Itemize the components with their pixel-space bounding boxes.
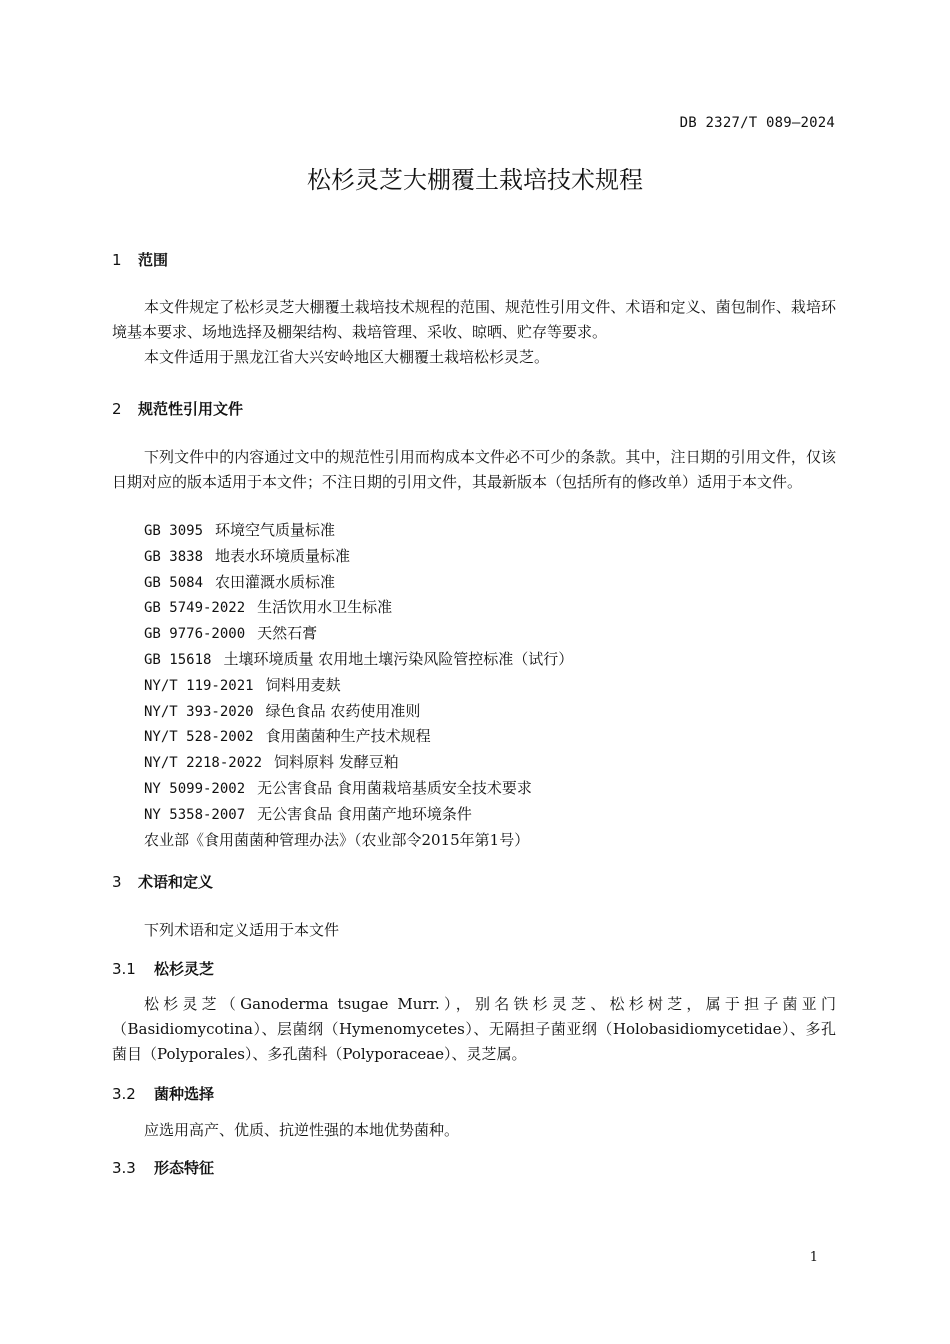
section-title: 规范性引用文件 [138, 400, 244, 418]
reference-item [144, 750, 573, 776]
section-number: 3 [112, 873, 122, 891]
standard-code: DB 2327/T 089—2024 [679, 115, 835, 131]
reference-item [144, 802, 573, 828]
reference-item [144, 647, 573, 673]
reference-item [144, 828, 573, 853]
subsection-3-1-heading [112, 958, 214, 979]
section-2-heading [112, 398, 243, 419]
section-number: 1 [112, 251, 122, 269]
reference-code: GB 3838 [144, 548, 204, 565]
reference-name: 无公害食品 食用菌栽培基质安全技术要求 [257, 778, 532, 797]
reference-name: 无公害食品 食用菌产地环境条件 [257, 804, 472, 823]
subsection-number: 3.3 [112, 1159, 136, 1177]
reference-item [144, 544, 573, 570]
section-title: 范围 [138, 251, 169, 269]
reference-item [144, 518, 573, 544]
reference-item [144, 776, 573, 802]
reference-code: GB 5749-2022 [144, 600, 246, 617]
reference-name: 农田灌溉水质标准 [215, 572, 336, 591]
reference-item [144, 570, 573, 596]
reference-code: GB 15618 [144, 651, 212, 668]
reference-name: 生活饮用水卫生标准 [257, 598, 393, 617]
subsection-3-3-heading [112, 1157, 214, 1178]
section-1-paragraph-1: 本文件规定了松杉灵芝大棚覆土栽培技术规程的范围、规范性引用文件、术语和定义、菌包制作、栽培环境基本要求、场地选择及棚架结构、栽培管理、采收、晾晒、贮存等要求。 [112, 298, 836, 341]
reference-name: 天然石膏 [257, 624, 318, 643]
subsection-number: 3.1 [112, 960, 136, 978]
subsection-3-2-text: 应选用高产、优质、抗逆性强的本地优势菌种。 [144, 1121, 460, 1139]
reference-name: 饲料原料 发酵豆粕 [274, 753, 399, 772]
reference-code: GB 9776-2000 [144, 626, 246, 643]
reference-code: NY/T 2218-2022 [144, 755, 263, 772]
reference-item [144, 724, 573, 750]
reference-item [144, 595, 573, 621]
reference-code: NY 5099-2002 [144, 780, 246, 797]
section-3-intro: 下列术语和定义适用于本文件 [144, 921, 340, 939]
subsection-title: 形态特征 [154, 1159, 215, 1177]
reference-name: 土壤环境质量 农用地土壤污染风险管控标准（试行） [223, 649, 574, 668]
section-2-intro: 下列文件中的内容通过文中的规范性引用而构成本文件必不可少的条款。其中，注日期的引用文件，仅该日期对应的版本适用于本文件；不注日期的引用文件，其最新版本（包括所有的修改单）适用于本文件。 [112, 448, 836, 491]
reference-code: NY/T 119-2021 [144, 677, 254, 694]
section-title: 术语和定义 [138, 873, 214, 891]
section-number: 2 [112, 400, 122, 418]
reference-name: 食用菌菌种生产技术规程 [265, 727, 431, 746]
subsection-3-1-text: 松杉灵芝（Ganoderma tsugae Murr.），别名铁杉灵芝、松杉树芝，属于担子菌亚门（Basidiomycotina）、层菌纲（Hymenomycetes）、无隔担子菌亚纲（Holobasidiomycetidae）、多孔菌目（Polyporales）、多孔菌科（Polyporaceae）、灵芝属。 [112, 995, 836, 1063]
reference-name: 地表水环境质量标准 [215, 546, 351, 565]
subsection-3-2-heading [112, 1083, 214, 1104]
reference-code: NY 5358-2007 [144, 806, 246, 823]
document-title: 松杉灵芝大棚覆土栽培技术规程 [307, 166, 643, 194]
reference-item [144, 673, 573, 699]
section-1-paragraph-2: 本文件适用于黑龙江省大兴安岭地区大棚覆土栽培松杉灵芝。 [144, 348, 550, 366]
reference-item [144, 621, 573, 647]
reference-code: NY/T 393-2020 [144, 703, 254, 720]
reference-code: GB 3095 [144, 523, 204, 539]
reference-name: 饲料用麦麸 [265, 675, 341, 694]
reference-name: 环境空气质量标准 [215, 521, 336, 539]
reference-code: NY/T 528-2002 [144, 729, 254, 746]
normative-reference-list [144, 518, 573, 852]
reference-item [144, 699, 573, 725]
reference-name: 绿色食品 农药使用准则 [265, 701, 421, 720]
reference-name: 农业部《食用菌菌种管理办法》（农业部令2015年第1号） [144, 830, 530, 849]
section-3-heading [112, 871, 213, 892]
section-1-heading [112, 249, 168, 270]
reference-code: GB 5084 [144, 574, 204, 591]
page-number: 1 [809, 1250, 818, 1265]
subsection-title: 松杉灵芝 [154, 960, 215, 978]
subsection-title: 菌种选择 [154, 1085, 215, 1103]
subsection-number: 3.2 [112, 1085, 136, 1103]
